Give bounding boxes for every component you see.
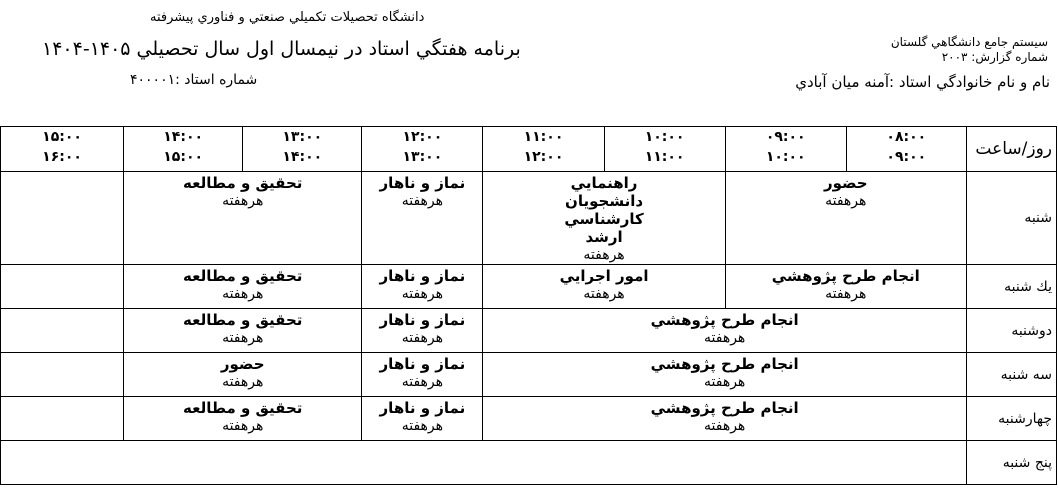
report-title: برنامه هفتگي استاد در نيمسال اول سال تحصيلي ۱۴۰۵-۱۴۰۴ xyxy=(42,38,521,60)
time-slot: ۱۳:۰۰ ۱۴:۰۰ xyxy=(243,127,362,172)
time-header-row xyxy=(1,127,1057,172)
activity-cell: نماز و ناهار هرهفته xyxy=(362,397,483,441)
system-name: سيستم جامع دانشگاهي گلستان xyxy=(890,35,1048,49)
day-row-thursday xyxy=(1,441,1057,485)
day-label: سه شنبه xyxy=(966,353,1056,397)
day-label: يك شنبه xyxy=(966,265,1056,309)
time-slot: ۱۰:۰۰ ۱۱:۰۰ xyxy=(604,127,725,172)
activity-cell: حضور هرهفته xyxy=(725,172,966,265)
professor-name: نام و نام خانوادگي استاد :آمنه ميان آبادي xyxy=(795,73,1050,91)
activity-cell: نماز و ناهار هرهفته xyxy=(362,353,483,397)
empty-cell xyxy=(1,172,124,265)
time-slot: ۱۱:۰۰ ۱۲:۰۰ xyxy=(483,127,604,172)
day-label: چهارشنبه xyxy=(966,397,1056,441)
day-label: پنج شنبه xyxy=(966,441,1056,485)
activity-cell: تحقيق و مطالعه هرهفته xyxy=(124,397,362,441)
corner-label: روز/ساعت xyxy=(966,127,1056,172)
activity-cell: حضور هرهفته xyxy=(124,353,362,397)
activity-cell: راهنمايي دانشجويان كارشناسي ارشد هرهفته xyxy=(483,172,725,265)
empty-cell xyxy=(1,441,967,485)
activity-cell: انجام طرح پژوهشي هرهفته xyxy=(483,397,966,441)
activity-cell: تحقيق و مطالعه هرهفته xyxy=(124,309,362,353)
activity-cell: نماز و ناهار هرهفته xyxy=(362,265,483,309)
activity-cell: تحقيق و مطالعه هرهفته xyxy=(124,172,362,265)
empty-cell xyxy=(1,353,124,397)
time-slot: ۱۵:۰۰ ۱۶:۰۰ xyxy=(1,127,124,172)
day-row-saturday xyxy=(1,172,1057,265)
weekly-schedule-table xyxy=(0,126,1057,485)
day-row-monday xyxy=(1,309,1057,353)
activity-cell: تحقيق و مطالعه هرهفته xyxy=(124,265,362,309)
day-row-tuesday xyxy=(1,353,1057,397)
activity-cell: انجام طرح پژوهشي هرهفته xyxy=(483,309,966,353)
empty-cell xyxy=(1,265,124,309)
activity-cell: امور اجرايي هرهفته xyxy=(483,265,725,309)
time-slot: ۰۹:۰۰ ۱۰:۰۰ xyxy=(725,127,846,172)
day-label: شنبه xyxy=(966,172,1056,265)
time-slot: ۱۲:۰۰ ۱۳:۰۰ xyxy=(362,127,483,172)
empty-cell xyxy=(1,397,124,441)
report-number: شماره گزارش: ۲۰۰۳ xyxy=(941,50,1048,64)
day-label: دوشنبه xyxy=(966,309,1056,353)
activity-cell: انجام طرح پژوهشي هرهفته xyxy=(483,353,966,397)
empty-cell xyxy=(1,309,124,353)
activity-cell: انجام طرح پژوهشي هرهفته xyxy=(725,265,966,309)
professor-number: شماره استاد :۴۰۰۰۰۱ xyxy=(130,72,258,88)
time-slot: ۱۴:۰۰ ۱۵:۰۰ xyxy=(124,127,243,172)
time-slot: ۰۸:۰۰ ۰۹:۰۰ xyxy=(846,127,966,172)
day-row-sunday xyxy=(1,265,1057,309)
activity-cell: نماز و ناهار هرهفته xyxy=(362,172,483,265)
day-row-wednesday xyxy=(1,397,1057,441)
university-name: دانشگاه تحصيلات تكميلي صنعتي و فناوري پيشرفته xyxy=(150,10,425,25)
activity-cell: نماز و ناهار هرهفته xyxy=(362,309,483,353)
